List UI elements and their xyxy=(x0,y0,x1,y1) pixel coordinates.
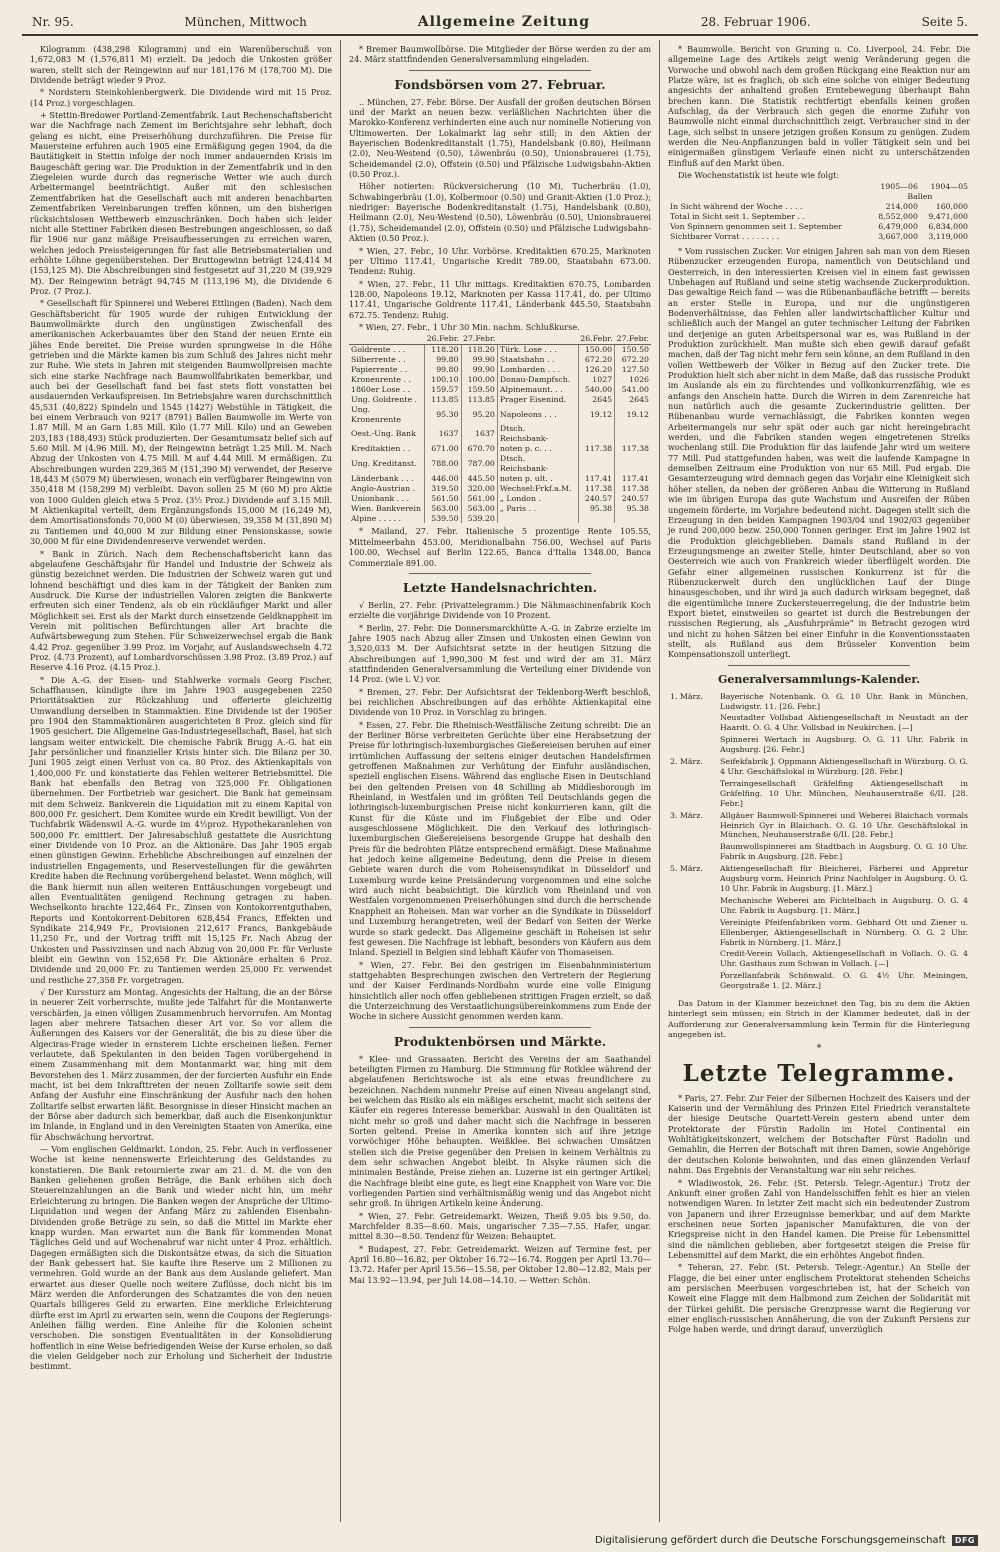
calendar-entry: Seifekfabrik J. Oppmann Aktiengesellschaft in Würzburg. O. G. 4 Uhr. Geschäftslokal in Würzburg. [28. Febr.] xyxy=(720,757,968,776)
table-cell: 117.38 xyxy=(578,444,614,454)
article-paragraph: * Bank in Zürich. Nach dem Rechenschaftsbericht kann das abgelaufene Geschäftsjahr für Handel und Industrie der Schweiz als günstig bezeichnet werden. Die Industrien der Schweiz waren gut und lohnend beschäftigt und dies kam in der Tätigkeit der Banken zum Ausdruck. Die Kurse der industriellen Valoren zeigten die Bankwerte erfreuten sich einer Tendenz, als ob ein rückläufiger Markt und aller Möglichkeit sei. Erst als der Markt durch einsetzende Geldknappheit im Verein mit politischen Befürchtungen aller Art brachte die Aufwärtsbewegung zum Stehen. Für Schweizerwechsel ergab die Bank 4.42 Proz. gegenüber 3.99 Proz. im Vorjahr, auf Auslandswechseln 4.72 Proz. (4.73 Prozent), auf Lombardvorschüssen 3.98 Proz. (3.89 Proz.) auf Reserve 4.16 Proz. (4.15 Proz.). xyxy=(30,548,332,673)
table-cell xyxy=(615,424,651,444)
table-cell: 563.00 xyxy=(461,504,497,514)
table-cell: 540.00 xyxy=(578,385,614,395)
table-cell: 118.20 xyxy=(425,345,461,355)
table-cell: In Sicht während der Woche . . . . xyxy=(670,202,803,212)
quote-row xyxy=(349,474,651,484)
table-cell: 788.00 xyxy=(425,454,461,474)
table-cell: noten p. ult. . xyxy=(497,474,578,484)
article-paragraph: * Budapest, 27. Febr. Getreidemarkt. Weizen auf Termine fest, per April 16.80—16.82, per Oktober 16.72—16.74. Roggen per April 13.70—13.72. Hafer per April 15.56—15.58, per Oktober 12.80—12.82, Mais per Mai 13.92—13.94, per Juli 14.08—14.10. — Wetter: Schön. xyxy=(349,1243,651,1285)
table-header: 26.Febr. xyxy=(426,334,460,344)
issue-date: 28. Februar 1906. xyxy=(700,15,811,29)
calendar-date xyxy=(668,735,718,757)
newspaper-title: Allgemeine Zeitung xyxy=(417,14,590,30)
calendar-date xyxy=(668,971,718,993)
table-cell: Anglo-Austrian . xyxy=(349,484,425,494)
table-cell: Papierrente . . xyxy=(349,365,425,375)
table-cell: 100.10 xyxy=(425,375,461,385)
article-paragraph: * Wien, 27. Febr. Bei den gestrigen im Eisenbahnministerium stattgehabten Besprechungen zwischen den Vertretern der Regierung und der Kaiser Ferdinands-Nordbahn wurde eine volle Einigung hinsichtlich aller noch offen gebliebenen strittigen Fragen erzielt, so daß die Unterzeichnung des Verstaatlichungsübereinkommens zum Ende der Woche in sichere Aussicht genommen werden kann. xyxy=(349,959,651,1022)
table-cell: 2645 xyxy=(578,395,614,405)
article-paragraph: * Paris, 27. Febr. Zur Feier der Silbernen Hochzeit des Kaisers und der Kaiserin und der Vermählung des Prinzen Eitel Friedrich veranstaltete der hiesige Deutsche Quartett-Verein gestern abend unter dem Protektorate der Fürstin Radolin im Hotel Continental ein Wohltätigkeitskonzert, welchem der Botschafter Fürst Radolin und Gemahlin, die Herren der Botschaft mit ihren Damen, sowie Angehörige der deutschen Kolonie beiwohnten, und das einen glänzenden Verlauf nahm. Das Ergebnis der Veranstaltung war ein sehr reiches. xyxy=(668,1092,970,1176)
table-cell: Dtsch. Reichsbank- xyxy=(497,454,578,474)
calendar-date xyxy=(668,949,718,971)
section-title-produktenboersen: Produktenbörsen und Märkte. xyxy=(393,1033,607,1049)
table-cell: 95.30 xyxy=(425,405,461,425)
calendar-entry: Credit-Verein Vollach, Aktiengesellschaft in Vollach. O. G. 4 Uhr. Gasthaus zum Schwan in Vollach. [—] xyxy=(720,949,968,969)
table-cell: 117.38 xyxy=(578,484,614,494)
calendar-body xyxy=(668,692,970,993)
table-cell: Donau-Dampfsch. xyxy=(497,375,578,385)
table-cell xyxy=(578,424,614,444)
section-title-handelsnachrichten: Letzte Handelsnachrichten. xyxy=(402,579,598,595)
table-header: 27.Febr. xyxy=(463,334,496,344)
statistics-row xyxy=(668,222,970,232)
table-cell: Alpine . . . . . xyxy=(349,514,425,524)
dfg-logo: DFG xyxy=(952,1535,978,1546)
table-cell: Länderbank . . . xyxy=(349,474,425,484)
table-cell: 160,000 xyxy=(935,202,968,212)
quote-row xyxy=(349,355,651,365)
table-cell: 320.00 xyxy=(461,484,497,494)
table-cell: Silberrente . . xyxy=(349,355,425,365)
table-cell: Prager Eisenind. xyxy=(497,395,578,405)
calendar-date: 2. März. xyxy=(670,757,703,767)
table-header xyxy=(668,182,870,192)
section-title-telegramme: Letzte Telegramme. xyxy=(682,1059,956,1087)
table-header: 1905—06 xyxy=(880,182,918,192)
calendar-date: 1. März. xyxy=(670,691,703,701)
table-cell: 1637 xyxy=(461,424,497,444)
quote-row xyxy=(349,424,651,444)
calendar-row xyxy=(668,971,970,993)
table-cell xyxy=(578,514,614,524)
quote-row xyxy=(349,345,651,355)
table-cell: 670.70 xyxy=(461,444,497,454)
table-cell: Unionbank . . . xyxy=(349,494,425,504)
section-title-fondsboersen: Fondsbörsen vom 27. Februar. xyxy=(394,76,606,92)
table-cell: 319.50 xyxy=(425,484,461,494)
table-cell: 9,471,000 xyxy=(928,212,968,222)
table-cell: Ung. Kronenrente xyxy=(349,405,425,425)
table-cell: 1026 xyxy=(629,374,649,384)
calendar-row xyxy=(668,735,970,757)
page-number: Seite 5. xyxy=(921,15,968,29)
table-cell: 1027 xyxy=(578,375,614,385)
place-day: München, Mittwoch xyxy=(184,15,307,29)
article-paragraph: * Bremer Baumwollbörse. Die Mitglieder der Börse werden zu der am 24. März stattfindenden Generalversammlung eingeladen. xyxy=(349,44,651,65)
table-cell: 113.85 xyxy=(461,395,497,405)
table-cell: 561.00 xyxy=(461,494,497,504)
calendar-entry: Allgäuer Baumwoll-Spinnerei und Weberei Blaichach vormals Heinrich Gyr in Blaichach. O. G. 10 Uhr. Geschäftslokal in München, Neuhauserstraße 6/II. [28. Febr.] xyxy=(720,810,968,840)
calendar-row xyxy=(668,896,970,918)
article-paragraph: * Essen, 27. Febr. Die Rheinisch-Westfälische Zeitung schreibt: Die an der Berliner Börse verbreiteten Gerüchte über eine Herabsetzung der Preise für lothringisch-luxemburgisches Gießereieisen beruhen auf einer irrtümlichen Auffassung der seitens einiger deutschen Handelsfirmen getroffenen Maßnahmen zur Verhütung der Einfuhr ausländischen, speziell englischen Eisens. Während das englische Eisen in Deutschland bei den geltenden Preisen von 48 Schilling ab Middlesborough im Rheinland, in Westfalen und im größten Teil Deutschlands gegen die lothringisch-luxemburgischen Preise nicht konkurrieren kann, gilt die Kunst für die Küste und im Flußgebiet der Elbe und Oder ausgeschlossene Möglichkeit. Die den Verkauf des lothringisch-luxemburgischen Gießereieisens besorgende Gruppe hat deshalb den Preis für die bedrohten Plätze entsprechend ermäßigt. Diese Maßnahme hat jedoch keine allgemeine Bedeutung, denn die Preise in diesem Gebiete waren durch die vom Roheisensyndikat in Düsseldorf und Luxemburg wurde keine Preisänderung vorgenommen und eine solche wird auch nicht beabsichtigt. Die kürzlich vom Rheinland und von Westfalen vorgenommenen Preiserhöhungen sind durch die herrschende Knappheit an Roheisen. Man war vorher an die Syndikate in Düsseldorf und Luxemburg herangetreten, weil der Bedarf von Seiten der Werke wurde so stark gedeckt. Das Allgemeine geschäft in Roheisen ist sehr fest gewesen. Die Nachfrage ist lebhaft, besonders von Käufern aus dem Inland. Speziell in Belgien sind lebhaft Käufer von Thomaseisen. xyxy=(349,719,651,958)
table-cell: Dtsch. Reichsbank- xyxy=(497,424,578,444)
table-cell xyxy=(615,514,651,524)
calendar-date xyxy=(668,842,718,864)
table-cell: 3,119,000 xyxy=(928,232,968,241)
calendar-entry: Vereinigte Pfeifenfabriken vorm. Gebhard Ott und Ziener u. Ellenberger, Aktiengesellschaft in Nürnberg. O. G. 2 Uhr. Fabrik in Nürnberg. [1. März.] xyxy=(720,917,968,947)
calendar-row xyxy=(668,842,970,864)
table-cell: 100.00 xyxy=(461,375,497,385)
quote-row xyxy=(349,504,651,514)
calendar-row xyxy=(668,779,970,811)
calendar-note: Das Datum in der Klammer bezeichnet den Tag, bis zu dem die Aktien hinterlegt sein müssen; ein Strich in der Klammer bedeutet, daß in der Aufforderung zur Generalversammlung kein Termin für die Hinterlegung angegeben ist. xyxy=(668,999,970,1040)
table-cell xyxy=(497,514,578,524)
table-cell: 95.38 xyxy=(626,503,649,513)
table-cell: 150.50 xyxy=(621,345,649,355)
table-cell: Wechsel:Frkf.a.M. xyxy=(497,484,578,494)
separator-star: * xyxy=(816,1043,822,1055)
table-cell: „ Paris . . xyxy=(497,504,578,514)
table-header: 26.Febr. xyxy=(580,334,613,344)
table-cell: 2645 xyxy=(629,394,649,404)
table-cell: Staatsbahn . . xyxy=(497,355,578,365)
table-cell: 539.50 xyxy=(425,514,461,524)
table-cell: Napoleons . . . xyxy=(497,405,578,425)
calendar-row xyxy=(668,811,970,843)
table-cell: 6,834,000 xyxy=(928,222,968,232)
table-cell: Türk. Lose . . . xyxy=(497,345,578,355)
calendar-row xyxy=(668,864,970,896)
table-cell: Wien. Bankverein xyxy=(349,504,425,514)
table-cell: 561.50 xyxy=(425,494,461,504)
table-cell: 99.80 xyxy=(425,355,461,365)
table-cell: Oest.-Ung. Bank xyxy=(349,424,425,444)
divider xyxy=(409,573,590,574)
table-cell: 95.38 xyxy=(578,504,614,514)
table-cell: 539.20 xyxy=(461,514,497,524)
table-cell: 446.00 xyxy=(425,474,461,484)
table-cell: Kronenrente . . xyxy=(349,375,425,385)
table-cell: 214,000 xyxy=(885,202,918,212)
calendar-entry: Mechanische Weberei am Fichtelbach in Augsburg. O. G. 4 Uhr. Fabrik in Augsburg. [1. März.] xyxy=(720,895,968,915)
table-cell: 117.41 xyxy=(578,474,614,484)
table-cell: 6,479,000 xyxy=(878,222,918,232)
table-cell: Lombarden . . . xyxy=(497,365,578,375)
table-cell: 126.20 xyxy=(578,365,614,375)
table-cell: Goldrente . . . xyxy=(349,345,425,355)
quote-row xyxy=(349,444,651,454)
quote-row xyxy=(349,405,651,425)
calendar-row xyxy=(668,757,970,779)
divider xyxy=(728,665,909,666)
columns xyxy=(22,40,978,1522)
table-cell: 118.20 xyxy=(461,345,497,355)
quotes-table-body xyxy=(349,345,651,524)
divider xyxy=(409,70,590,71)
article-paragraph: * Klee- und Grassaaten. Bericht des Vereins der am Saathandel beteiligten Firmen zu Hamburg. Die Stimmung für Rotklee während der abgelaufenen Berichtswoche ist als eine etwas freundlichere zu bezeichnen. Nachdem nunmehr Preise auf einen Niveau angelangt sind, bei welchem das Risiko als ein mäßiges erscheint, macht sich seitens der Käufer ein regeres Interesse bemerkbar. Auswahl in den Qualitäten ist nicht mehr so groß und daher macht sich die Nachfrage in besseren Sorten geltend. Preise in Amerika konnten sich auf ihre jetzige vorwöchiger Höhe behaupten. Weißklee. Bei schwachen Umsätzen stellen sich die Preise gegenüber den Preisen in keinem Verhältnis zu dem sehr schwachen Angebot bleibt. In Alsyke räumen sich die minimalen Bestände, Preise ziehen an. Luzerne ist ein geringer Artikel; die Nachfrage bleibt eine gute, es liegt eine Knappheit von Ware vor. Die vorliegenden Partien sind verhältnismäßig wenig und das Angebot nicht sehr groß. In übrigen Artikeln keine Änderung. xyxy=(349,1053,651,1209)
article-paragraph: Kilogramm (438,298 Kilogramm) und ein Warenüberschuß von 1,672,083 M (1,576,811 M) erzielt. Da jedoch die Unkosten größer waren, stellt sich der Reingewinn auf nur 181,176 M (178,700 M). Die Dividende beträgt wieder 9 Proz. xyxy=(30,44,332,86)
table-cell: 150.00 xyxy=(578,345,614,355)
article-paragraph: * Teheran, 27. Febr. (St. Petersb. Telegr.-Agentur.) An Stelle der Flagge, die bei einer unter englischem Protektorat stehenden Scheichs am persischen Meerbusen vorgeschrieben ist, hat der Scheich von Koweit eine Flagge mit dem Halbmond zum Zeichen der Solidarität mit der Türkei gehißt. Die persische Grenzpresse warnt die Regierung vor einer englisch-russischen Annäherung, die von der Zukunft Persiens zur Folge haben werde, und dringt darauf, unverzüglich xyxy=(668,1262,970,1335)
table-header: 27.Febr. xyxy=(615,334,651,344)
table-cell: 99.80 xyxy=(425,365,461,375)
table-cell: Ung. Kreditanst. xyxy=(349,454,425,474)
article-paragraph: — Vom englischen Geldmarkt. London, 25. Febr. Auch in verflossener Woche ist keine nennenswerte Erleichterung des Geldstandes zu konstatieren. Die Bank retournierte zwar am 21. d. M. die von den Banken geliehenen großen Beträge, die Bank erhöhen sich doch Steuereinzahlungen an die Bank und wieder nicht hin, um mehr Erleichterung zu bringen. Die Banken wegen der Ansprüche der Ultimo-Liquidation und wegen der Anfang März zu zahlenden Eisenbahn-Dividenden große Beträge zu sein, so daß die Mittel im Markte eher knapp wurden. Man erwartet nun die Bank für kommenden Monat Tägliches Geld und auf Wochenabruf war nicht unter 4 Proz. erhältlich. Dagegen ermäßigten sich die Diskontsätze etwas, da sich die Situation der Bank gebessert hat. Sie kaufte ihre Reserve um 2 Millionen zu vermehren. Gold wurde an der Bank aus dem Auslande geliefert. Man erwartet aus dieser Quelle noch weitere Zuflüsse, doch nicht bis im März werden die Anforderungen des Schatzamtes die von den neuen Quartals billigeres Geld zu erwarten. Eine merkliche Erleichterung dürfte erst im April zu erwarten sein, wenn die Coupons der Regierungs-Anleihen fällig werden. Eine Anleihe für die Kolonien scheint verschoben. Die sonstigen Eventualitäten in der Konsolidierung hoffentlich in eine Weise befriedigenden Weise der Kurse erholen, so daß die vielen Geldgeber noch zur Erholung und Sicherheit der Industrie bestimmt. xyxy=(30,1144,332,1372)
calendar-entry: Neustadter Vollsbad Aktiengesellschaft in Neustadt an der Haardt. O. G. 4 Uhr. Vollsbad in Neukirchen. [—] xyxy=(720,713,968,733)
article-paragraph: Höher notierten: Rückversicherung (10 M), Tucherbräu (1.0), Schwabingerbräu (1.0), Kolbermoor (0.50) und Granit-Aktien (1.0 Proz.); niedriger: Bayerische Bodenkreditanstalt (1.75), Handelsbank (0.80), Heilmann (2.0), Neu-Westend (0.50), Löwenbräu (0.50), Unionsbrauerei (1.75), Scheidemandel (2.0), Offstein (0.50) und Pfälzische Ludwigsbahn-Aktien (0.50 Proz.). xyxy=(349,181,651,244)
article-paragraph: * Wien, 27. Febr., 11 Uhr mittags. Kreditaktien 670.75, Lombarden 128.00, Napoleons 19.12, Marknoten per Kassa 117.41, do. per Ultimo 117.41, Ungarische Goldrente 117.41, Länderbank 445.50, Staatsbahn 672.75. Tendenz: Ruhig. xyxy=(349,278,651,320)
calendar-date xyxy=(668,918,718,950)
unit-label: Ballen xyxy=(907,192,933,202)
table-cell: 3,667,000 xyxy=(878,232,918,241)
table-cell: 113.85 xyxy=(425,395,461,405)
quote-row xyxy=(349,454,651,474)
article-paragraph: * Vom russischen Zucker. Vor einigen Jahren sah man von dem Riesen Rübenzucker erzeugenden Europa, namentlich von Deutschland und Oesterreich, in den interessierten Kreisen viel in einem fast gewissen Unbehagen auf Rußland und seine stetig wachsende Zuckerproduktion. Das gewaltige Reich fand — was die Rübenanbaufläche betrifft — bereits an erster Stelle in Europa, und nur die ungünstigeren Bodenverhältnisse, das Fehlen aller landwirtschaftlicher Kultur und schließlich auch der Mangel an guter technischer Leitung der Fabriken und derjenige an guten Arbeitspersonal war es, was Rußland in der Produktion zurückhielt. Man mußte sich eben gewiß darauf gefaßt machen, daß der Tag nicht mehr fern sein könne, an dem Rußland in den vollen Wettbewerb der Völker in Bezug auf den Zucker trete. Die Produktion hielt sich aber nicht in dem Maße, daß das russische Produkt im Auslande als ein zu fürchtendes und vollkonkurrenzfähig, wie es anfangs den Anschein hatte. Durch die Wirren in dem Zarenreiche hat nun natürlich auch die gesamte Zuckerindustrie gelitten. Der Rübenanbau wurde vernachlässigt, die Fabriken konnten wegen Arbeitermangels nur sehr spät oder auch gar nicht hereingebracht werden, und die Fabriken standen wegen eingetretenen Streiks wochenlang still. Die Produktion für das laufende Jahr wird um weitere 77 Mill. Pud stattgefunden haben, was weit die laufende Kampagne in demselben Zeitraum eine Produktion von nur 65 Mill. Pud ergab. Die Gesamterzeugung wird demnach gegen das Vorjahr eine Kleinigkeit sich höher stellen, da neben der größeren Anbau die Witterung in Rußland wie im übrigen Europa das gute Wachstum und Ausreifen der Rüben ungemein förderte, im Vorjahre bedeutend nicht. Dagegen stellt sich die Erzeugung in den beiden Kampagnen 1903/04 und 1902/03 gegenüber je rund 200,000 bezw. 250,000 Tonnen geringer. Erst im Jahre 1902 ist die Produktion gleichgeblieben. Damals stand Rußland in der Erzeugungsmenge an zweiter Stelle, hinter Deutschland, aber so von Oesterreich wie auch von Frankreich wieder überflügelt worden. Die Gefahr einer allgemeinen russischen Konkurrenz ist für die Rübenzuckerwelt durch den unglücklichen Lauf der Dinge hinausgeschoben, und ihr wird ja auch dadurch wirksam begegnet, daß die eigentümliche innere Zuckersteuerregelung, die der Industrie beim Export bietet, einstweilen so geartet ist durch die Bestrebungen der russischen Regierung, als „Ausfuhrprämie“ in Betracht gezogen wird und nicht zu hohen Sätzen bei einer Einfuhr in die Konventionsstaaten stellt, als Rußland aus dem Brüsseler Konvention beim Kompensationszoll unterliegt. xyxy=(668,245,970,660)
calendar-date xyxy=(668,779,718,811)
table-cell: 117.38 xyxy=(621,483,649,493)
calendar-date xyxy=(668,713,718,735)
quotes-table xyxy=(349,334,651,523)
digitization-footer xyxy=(595,1535,978,1546)
quote-row xyxy=(349,494,651,504)
cotton-statistics-table xyxy=(668,182,970,241)
table-cell: 99.90 xyxy=(461,355,497,365)
table-cell: 19.12 xyxy=(578,405,614,425)
article-paragraph: √ Berlin, 27. Febr. (Privattelegramm.) Die Nähmaschinenfabrik Koch erzielte die vorjährige Dividende von 10 Prozent. xyxy=(349,599,651,621)
calendar-date xyxy=(668,896,718,918)
quote-row xyxy=(349,385,651,395)
calendar-entry: Terraingesellschaft Gräfelfing Aktiengesellschaft in Gräfelfing. 10 Uhr. München, Neuhauserstraße 6/II. [28. Febr.] xyxy=(720,778,968,808)
footer-text: Digitalisierung gefördert durch die Deutsche Forschungsgemeinschaft xyxy=(594,1535,946,1546)
statistics-row xyxy=(668,232,970,242)
calendar-entry: Bayerische Notenbank. O. G. 10 Uhr. Bank in München, Ludwigstr. 11. [26. Febr.] xyxy=(720,691,968,711)
column-1 xyxy=(22,40,340,1522)
table-cell: 541.00 xyxy=(621,384,649,394)
table-cell: 672.20 xyxy=(578,355,614,365)
table-header xyxy=(349,334,425,344)
calendar-date: 5. März. xyxy=(670,864,703,874)
calendar-row xyxy=(668,949,970,971)
table-cell: 240.57 xyxy=(621,493,649,503)
table-cell: 240.57 xyxy=(578,494,614,504)
table-cell: 127.50 xyxy=(621,364,649,374)
table-header xyxy=(497,334,578,344)
table-cell: 159.57 xyxy=(425,385,461,395)
table-cell: 117.38 xyxy=(621,444,649,454)
table-cell: 8,552,000 xyxy=(878,212,918,222)
table-cell: Kreditaktien . . xyxy=(349,444,425,454)
table-cell: Alpinemaunt. . . xyxy=(497,385,578,395)
calendar-entry: Baumwollspinnerei am Stadtbach in Augsburg. O. G. 10 Uhr. Fabrik in Augsburg. [28. Febr.] xyxy=(720,842,968,862)
article-paragraph: * Mailand, 27. Febr. Italienische 5 prozentige Rente 105.55, Mittelmeerbahn 453.00, Meridionalbahn 756.00, Wechsel auf Paris 100.00, Wechsel auf Berlin 122.65, Banca d'Italia 1348.00, Banca Commerziale 891.00. xyxy=(349,526,651,568)
article-paragraph: + Stettin-Bredower Portland-Zementfabrik. Laut Rechenschaftsbericht war die Nachfrage nach Zement im Berichtsjahre sehr lebhaft, doch gelang es nicht, eine Preiserhöhung durchzuführen. Die Preise für Mauersteine erfuhren auch 1905 eine Ermäßigung gegen 1904, da die Bautätigkeit in Stettin infolge der noch immer andauernden Krisis im Baugeschäft gering war. Die Produktion in der Zementfabrik und in den Ziegeleien wurde durch das regnerische Wetter wie auch durch Arbeitermangel beeinträchtigt. Außer mit den schlesischen Zementfabriken hat die Gesellschaft auch mit anderen benachbarten Zementfabriken Vereinbarungen treffen können, um den bisherigen rücksichtslosen Wettbewerb einzuschränken. Doch haben sich leider nicht alle Stettiner Fabriken diesen Bestrebungen angeschlossen, so daß für 1906 nur ganz mäßige Preisaufbesserungen zu erreichen waren, welchen jedoch Preissteigerungen für fast alle Betriebsmaterialien und erhöhte Löhne gegenüberstehen. Der Bruttogewinn beträgt 124,414 M (153,125 M). Die Abschreibungen sind festgesetzt auf 31,220 M (39,929 M). Der Reingewinn beträgt 94,745 M (113,196 M), die Dividende 6 Proz. (7 Proz.). xyxy=(30,110,332,296)
article-paragraph: .. München, 27. Febr. Börse. Der Ausfall der großen deutschen Börsen und der Markt an neuen bezw. verläßlichen Nachrichten über die Marokko-Konferenz verhinderten eine auch nur nominelle Notierung von Ultimowerten. Der Lokalmarkt lag sehr still; in den Aktien der Bayerischen Bodenkreditanstalt (1.75), Handelsbank (0.80), Heilmann (2.0), Neu-Westend (0.50), Löwenbräu (0.50), Unionsbrauerei (1.75), Scheidemandel (2.0), Offstein (0.50) und Pfälzische Ludwigsbahn-Aktien (0.50 Proz.). xyxy=(349,96,651,180)
article-paragraph: * Nordstern Steinkohlenbergwerk. Die Dividende wird mit 15 Proz. (14 Proz.) vorgeschlagen. xyxy=(30,87,332,108)
table-cell xyxy=(578,454,614,474)
table-cell: 99.90 xyxy=(461,365,497,375)
calendar-table xyxy=(668,692,970,993)
statistics-body xyxy=(668,202,970,242)
table-cell: 95.20 xyxy=(461,405,497,425)
table-cell: Ung. Goldrente . xyxy=(349,395,425,405)
article-paragraph: * Bremen, 27. Febr. Der Aufsichtsrat der Teklenborg-Werft beschloß, bei reichlichen Abschreibungen auf das erhöhte Aktienkapital eine Dividende von 10 Proz. in Vorschlag zu bringen. xyxy=(349,686,651,718)
page-header xyxy=(22,14,978,36)
table-cell: 1637 xyxy=(425,424,461,444)
statistics-intro: Die Wochenstatistik ist heute wie folgt: xyxy=(678,170,840,181)
table-cell: 672.20 xyxy=(621,355,649,365)
divider xyxy=(409,1027,590,1028)
quote-row xyxy=(349,395,651,405)
table-cell: 117.41 xyxy=(621,473,649,483)
article-paragraph: * Die A.-G. der Eisen- und Stahlwerke vormals Georg Fischer, Schaffhausen, kündigte ihre im Jahre 1903 ausgegebenen 2250 Prioritätsaktien zur Rückzahlung und offerierte gleichzeitig Umwandlung derselben in Stammaktien. Eine Dividende ist der 1905er pro 1904 den Stammaktionären ausgerichteten 8 Proz. gleich sind für 1905 gesichert. Die Allgemeine Gas-Industriegesellschaft, Basel, hat sich langsam weiter entwickelt. Die chemische Fabrik Brugg A.-G. hat ein Jahr persönlicher und finanzieller Krisis hinter sich. Die Bilanz per 30. Juni 1905 zeigt einen Verlust von ca. 80 Proz. des Aktienkapitals von 1,400,000 Fr. und konstatierte das Fehlen weiterer Betriebsmittel. Die Bank hat ebenfalls den Betrag von 325,000 Fr. Obligationen übernehmen. Der Fortbetrieb war gesichert. Die Bank hat gemeinsam mit dem Schweiz. Bankverein die Liquidation mit zu einem Kapital von 800,000 Fr. gesichert. Dem Komitee wurde ein Kredit bewilligt. Von der Tuchfabrik Wädenswil A.-G. wurde im 4½proz. Hypothekaranlehen von 500,000 Fr. emittiert. Der Jahresabschluß gestattete die Ausrichtung einer Dividende von 10 Proz. an die Aktionäre. Das Jahr 1905 ergab einen günstigen Gewinn. Erhebliche Abschreibungen auf einzelnen der industriellen Engagements, und Reservestellungen für die gewährten Kredite haben die Rechnung vorübergehend belastet. Wenn möglich, will die Bank hiermit nun allen weiteren Enttäuschungen vorgebeugt und allen Eventualitäten genügend Rechnung getragen zu haben. Wechselkonto brachte 122,464 Fr., Zinsen von Kontokorrentguthaben, Reports und Kontokorrent-Debitoren 628,454 Francs, Effekten und Syndikate 214,949 Fr., Provisionen 212,617 Francs, Bankgebäude 11,250 Fr., und der Vortrag trifft mit 15,125 Fr. Nach Abzug der Unkosten und Passivzinsen und nach Abzug von 20,000 Fr. für Verluste bleibt ein Gewinn von 152,658 Fr. Die Aktionäre erhalten 6 Proz. Dividende und 20,000 Fr. zu Tantiemen werden 25,000 Fr. verwendet und restliche 27,358 Fr. vorgetragen. xyxy=(30,674,332,985)
quote-row xyxy=(349,375,651,385)
table-cell: 787.00 xyxy=(461,454,497,474)
calendar-date: 3. März. xyxy=(670,810,703,820)
table-header: 1904—05 xyxy=(930,182,968,192)
table-cell: Von Spinnern genommen seit 1. September xyxy=(670,222,843,232)
table-cell: 1860er Lose . . xyxy=(349,385,425,395)
statistics-row xyxy=(668,202,970,212)
calendar-entry: Spinnerei Wertach in Augsburg. O. G. 11 Uhr. Fabrik in Augsburg. [26. Febr.] xyxy=(720,735,968,755)
article-paragraph: * Wladiwostok, 26. Febr. (St. Petersb. Telegr.-Agentur.) Trotz der Ankunft einer großen Zahl von Handelsschiffen fehlt es hier an vielen notwendigen Waren. In letzter Zeit macht sich ein bedeutender Zustrom von Japanern und ihrer Erzeugnisse bemerkbar, und auf dem Markte erscheinen neue Sorten japanischer Manufakturen, die von der Kriegspreise nicht in den Handel kamen. Die Preise für Lebensmittel sind die nämlichen geblieben, aber fortgesetzt steigen die Preise für Lebensmittel auf dem Markt, die ein erhöhtes Angebot finden. xyxy=(668,1177,970,1260)
article-paragraph: * Wien, 27. Febr., 10 Uhr. Vorbörse. Kreditaktien 670.25, Marknoten per Ultimo 117.41, Ungarische Kredit 789.00, Staatsbahn 673.00. Tendenz: Ruhig. xyxy=(349,245,651,277)
section-title-kalender: Generalversammlungs-Kalender. xyxy=(717,672,921,686)
article-paragraph: * Gesellschaft für Spinnerei und Weberei Ettlingen (Baden). Nach dem Geschäftsbericht für 1905 wurde der ruhigen Entwicklung der Baumwollmärkte durch den ungünstigen Zwischenfall des amerikanischen Ackerbauamtes über den Stand der neuen Ernte ein jähes Ende bereitet. Die Preise wurden sprungweise in die Höhe getrieben und die Märkte kamen bis zum Schluß des Jahres nicht mehr zur Ruhe. Wie stets in Jahren mit steigenden Baumwollpreisen machte sich eine starke Nachfrage nach Baumwollfabrikaten bemerkbar, und auch bei der Gesellschaft fand bei fast stets flott vonstatten bei ausdauernden Verkaufspreisen. Im Betriebsjahre waren durchschnittlich 45,531 (40,822) Spindeln und 1545 (1427) Webstühle in Tätigkeit, die bei einem Verbrauch von 9217 (8791) Ballen Baumwolle im Werte von 1.87 Mill. M an Garn 1.85 Mill. Kilo (1.77 Mill. Kilo) und an Geweben 203,183 (188,493) Stück produzierten. Der Gesamtumsatz belief sich auf 5.60 Mill. M (4.96 Mill. M), der Reingewinn beträgt 1.25 Mill. M. Nach Abzug der Unkosten von 4.75 Mill. M auf 4.44 Mill. M ermäßigen. Zu Abschreibungen wurden 229,365 M (151,390 M) verwendet, der Reserve 18,443 M (5079 M) überwiesen, wonach ein verfügbarer Reingewinn von 350,418 M (158,299 M) verbleibt. Davon sollen 25 M (60 M) pro Aktie von 1000 Gulden gleich etwa 5 Proz. (3½ Proz.) Dividende auf 3.15 Mill. M Aktienkapital verteilt, dem Ergänzungsfonds 15,000 M (16,249 M), dem Amortisationsfonds 70,000 M (0) überwiesen, 39,358 M (31,890 M) zu Tantiemen und 40,000 M zur Bildung einer Pensionskasse, sowie 30,000 M für eine Dividendenreserve verwendet werden. xyxy=(30,298,332,547)
issue-number: Nr. 95. xyxy=(32,15,74,29)
calendar-entry: Porzellanfabrik Schönwald. O. G. 4½ Uhr. Meiningen, Georgstraße 1. [2. März.] xyxy=(720,971,968,991)
column-3 xyxy=(659,40,978,1522)
table-cell: Sichtbarer Vorrat . . . . . . . . xyxy=(670,232,780,241)
table-cell: 19.12 xyxy=(626,409,649,419)
article-paragraph: * Wien, 27. Febr., 1 Uhr 30 Min. nachm. Schlußkurse. xyxy=(359,321,580,332)
column-2 xyxy=(340,40,659,1522)
article-paragraph: * Wien, 27. Febr. Getreidemarkt. Weizen, Theiß 9.05 bis 9.50, do. Marchfelder 8.35—8.60. Mais, ungarischer 7.35—7.55. Hafer, ungar. mittel 8.30—8.50. Tendenz für Weizen: Behauptet. xyxy=(349,1210,651,1242)
quote-row xyxy=(349,365,651,375)
table-cell: 445.50 xyxy=(461,474,497,484)
table-cell: noten p. c. . . xyxy=(497,444,578,454)
table-cell: Total in Sicht seit 1. September . . xyxy=(670,212,805,222)
newspaper-page xyxy=(22,14,978,1522)
table-cell: 563.00 xyxy=(425,504,461,514)
quote-row xyxy=(349,514,651,524)
calendar-entry: Aktiengesellschaft für Bleicherei, Färberei und Appretur Augsburg vorm. Heinrich Prinz Nachfolger in Augsburg. O. G. 10 Uhr. Fabrik in Augsburg. [1. März.] xyxy=(720,864,968,893)
calendar-row xyxy=(668,692,970,714)
table-cell: 159.50 xyxy=(461,385,497,395)
statistics-row xyxy=(668,212,970,222)
calendar-row xyxy=(668,918,970,950)
table-cell: „ London . xyxy=(497,494,578,504)
table-cell: 671.00 xyxy=(425,444,461,454)
article-paragraph: * Baumwolle. Bericht von Gruning u. Co. Liverpool, 24. Febr. Die allgemeine Lage des Artikels zeigt wenig Veränderung gegen die Vorwoche und obwohl nach dem großen Rückgang eine Reaktion nur am Platze wäre, ist es fraglich, ob sich eine solche von einiger Bedeutung angesichts der anhaltend großen Erntebewegung überhaupt Bahn brechen kann. Die Statistik rechtfertigt ebenfalls keinen großen Aufschlag, da der Verbrauch sich gegen die enorme Zufuhr von Baumwolle nicht einmal durchschnittlich zeigt. Verbraucher sind in der Lage, sich selbst in unsere jetzigen großen Konsum zu genügen. Zudem werden die Neu-Anpflanzungen bald in voller Tätigkeit sein und bei einigermaßen günstigem Verlaufe einen nicht zu unterschätzenden Einfluß auf den Markt üben. xyxy=(668,44,970,168)
article-paragraph: √ Der Kurssturz am Montag. Angesichts der Haltung, die an der Börse in neuerer Zeit vorherrschte, mußte jede Talfahrt für die Montanwerte verschärfen, ja einen völligen Zusammenbruch hervorrufen. Am Montag lagen aber mehrere Tatsachen dieser Art vor. So vor allem die Äußerungen des Kaisers vor der Generalität, die bis zu diese über die Algeciras-Frage wieder in ernsterem Lichte erscheinen ließen. Ferner verlautete, daß Spekulanten in den beiden Tagen vorübergehend in einem Zusammenhang mit dem Montanmarkt war, hing mit dem Bevorstehen des 1. März zusammen, der der forcierten Ausfuhr ein Ende macht, ist bei dem Inkrafttreten der neuen Zolltarife sowie seit dem Anfang der Ausfuhr eine Einschränkung der Ausfuhr nach den hohen Zolltarife selbst erwarten läßt. Besorgnisse in dieser Hinsicht machen an der Börse aber dadurch sich bemerkbar, daß auch die Eisenkonjunktur im Inlande, in England und in den Vereinigten Staaten von Amerika, eine für Abschwächung hervortrat. xyxy=(30,986,332,1142)
article-paragraph: * Berlin, 27. Febr. Die Donnersmarckhütte A.-G. in Zabrze erzielte im Jahre 1905 nach Abzug aller Zinsen und Unkosten einen Gewinn von 3,520,033 M. Der Aufsichtsrat setzte in der heutigen Sitzung die Abschreibungen auf 1,990,300 M fest und wird der am 31. März stattfindenden Generalversammlung die Verteilung einer Dividende von 14 Proz. (wie i. V.) vor. xyxy=(349,622,651,685)
quote-row xyxy=(349,484,651,494)
calendar-row xyxy=(668,713,970,735)
table-cell xyxy=(615,454,651,474)
